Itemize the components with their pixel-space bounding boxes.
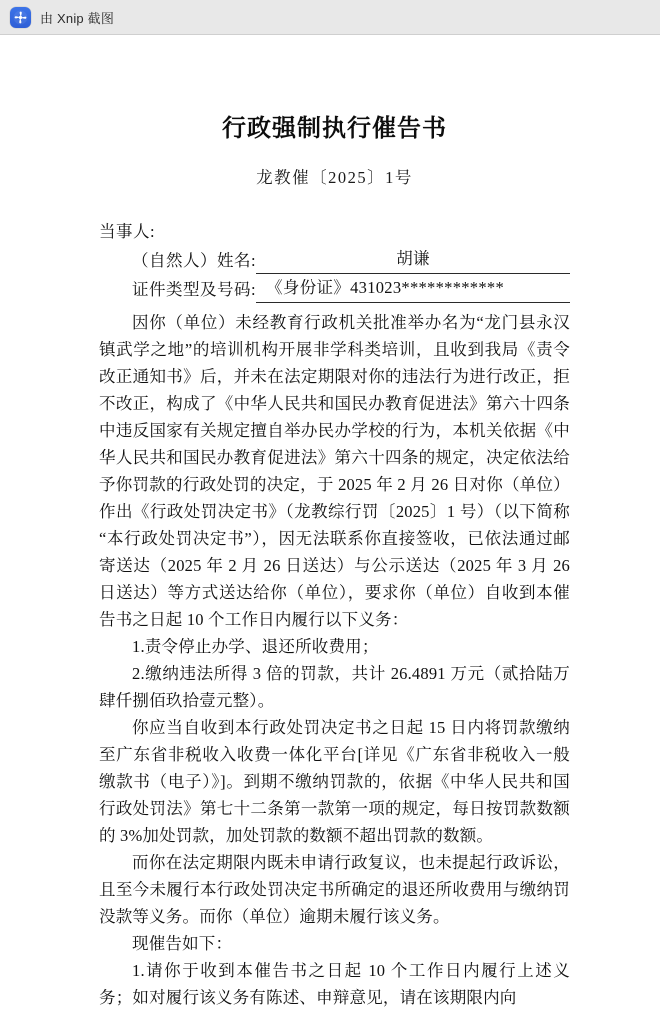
party-name-row xyxy=(99,245,570,274)
paragraph: 现催告如下： xyxy=(132,933,233,953)
document-number: 龙教催〔2025〕1号 xyxy=(256,167,413,187)
paragraph: 你应当自收到本行政处罚决定书之日起 15 日内将罚款缴纳至广东省非税收入收费一体化平台[详见《广东省非税收入一般缴款书（电子）》]。到期不缴纳罚款的，依据《中华人民共和国行政处罚法》第七十二条第一款第一项的规定，每日按罚款数额的 3%加处罚款，加处罚款的数额不超出罚款的数额。 xyxy=(99,717,570,845)
document-body xyxy=(0,35,660,1011)
party-id-value: 《身份证》431023************ xyxy=(256,274,570,303)
party-information-block xyxy=(99,218,570,303)
paragraph: 1.责令停止办学、退还所收费用； xyxy=(132,636,379,656)
paragraph: 2.缴纳违法所得 3 倍的罚款，共计 26.4891 万元（贰拾陆万肆仟捌佰玖拾壹元整）。 xyxy=(99,663,570,710)
document-page xyxy=(0,35,660,1007)
party-name-value: 胡谦 xyxy=(256,245,570,274)
paragraph: 而你在法定期限内既未申请行政复议，也未提起行政诉讼，且至今未履行本行政处罚决定书所确定的退还所收费用与缴纳罚没款等义务。而你（单位）逾期未履行该义务。 xyxy=(99,852,570,926)
party-id-row xyxy=(99,274,570,303)
party-heading: 当事人: xyxy=(99,221,156,241)
paragraph: 1.请你于收到本催告书之日起 10 个工作日内履行上述义务；如对履行该义务有陈述、申辩意见，请在该期限内向 xyxy=(99,960,570,1007)
toolbar-app-title: 由 Xnip 截图 xyxy=(40,10,115,26)
screenshot-app-toolbar xyxy=(0,0,660,35)
party-id-label: 证件类型及号码: xyxy=(132,279,257,299)
paragraph: 因你（单位）未经教育行政机关批准举办名为“龙门县永汉镇武学之地”的培训机构开展非学科类培训，且收到我局《责令改正通知书》后，并未在法定期限对你的违法行为进行改正，拒不改正，构成了《中华人民共和国民办教育促进法》第六十四条中违反国家有关规定擅自举办民办学校的行为，本机关依据《中华人民共和国民办教育促进法》第六十四条的规定，决定依法给予你罚款的行政处罚的决定，于 2025 年 2 月 26 日对你（单位）作出《行政处罚决定书》（龙教综行罚〔2025〕1 号）（以下简称“本行政处罚决定书”），因无法联系你直接签收，已依法通过邮寄送达（2025 年 2 月 26 日送达）与公示送达（2025 年 3 月 26 日送达）等方式送达给你（单位），要求你（单位）自收到本催告书之日起 10 个工作日内履行以下义务： xyxy=(99,312,570,629)
party-name-label: （自然人）姓名: xyxy=(132,250,257,270)
page-title: 行政强制执行催告书 xyxy=(222,116,447,142)
xnip-app-icon xyxy=(10,7,31,28)
document-paragraphs xyxy=(99,309,570,1011)
